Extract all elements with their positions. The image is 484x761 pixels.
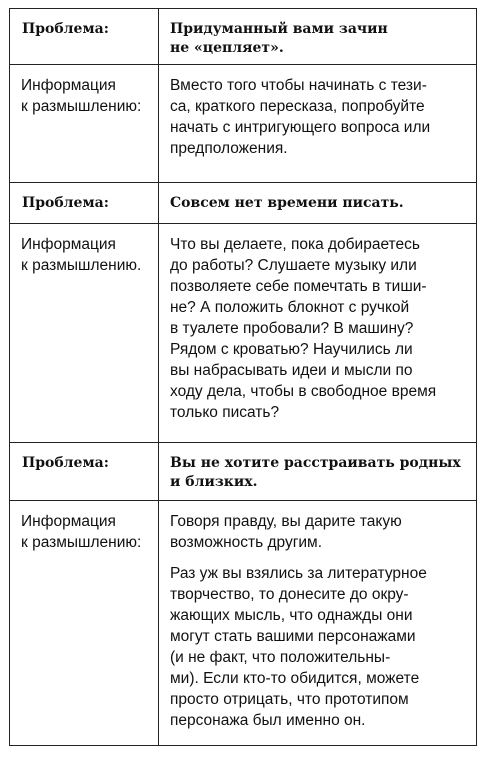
info-row-3 <box>10 501 477 746</box>
text-line: (и не факт, что положительны- <box>170 649 391 666</box>
info-label-line: к размышлению: <box>21 534 142 551</box>
problem-label: Проблема: <box>10 183 159 224</box>
text-line: начать с интригующего вопроса или <box>170 119 431 136</box>
text-line: не? А положить блокнот с ручкой <box>170 299 410 316</box>
text-line: позволяете себе помечтать в тиши- <box>170 278 427 295</box>
info-label <box>10 501 159 746</box>
problem-text <box>159 443 477 501</box>
text-line: просто отрицать, что прототипом <box>170 691 409 708</box>
info-row-2 <box>10 224 477 443</box>
text-line: Рядом с кроватью? Научились ли <box>170 341 413 358</box>
info-text <box>159 501 477 746</box>
text-line: до работы? Слушаете музыку или <box>170 257 417 274</box>
info-label-line: к размышлению. <box>21 257 142 274</box>
text-line: Что вы делаете, пока добираетесь <box>170 236 420 253</box>
text-line: в туалете пробовали? В машину? <box>170 320 414 337</box>
text-line: предположения. <box>170 140 288 157</box>
text-line: жающих мысль, что однажды они <box>170 607 413 624</box>
text-line: Говоря правду, вы дарите такую <box>170 513 402 530</box>
text-line: ходу дела, чтобы в свободное время <box>170 383 437 400</box>
info-text <box>159 65 477 183</box>
problem-row-3 <box>10 443 477 501</box>
text-line: Раз уж вы взялись за литературное <box>170 565 427 582</box>
info-label-line: Информация <box>21 77 116 94</box>
text-line: Вы не хотите расстраивать родных <box>170 455 461 471</box>
text-line: только писать? <box>170 404 280 421</box>
text-line: персонажа был именно он. <box>170 712 366 729</box>
problem-label: Проблема: <box>10 9 159 65</box>
text-line: Совсем нет времени писать. <box>170 195 404 211</box>
info-label-line: к размышлению: <box>21 98 142 115</box>
problem-text <box>159 183 477 224</box>
text-line: Придуманный вами зачин <box>170 21 388 37</box>
info-label-line: Информация <box>21 236 116 253</box>
info-row-1 <box>10 65 477 183</box>
problem-label: Проблема: <box>10 443 159 501</box>
problem-text <box>159 9 477 65</box>
text-line: возможность другим. <box>170 534 323 551</box>
info-label-line: Информация <box>21 513 116 530</box>
problem-row-1 <box>10 9 477 65</box>
info-text <box>159 224 477 443</box>
text-line: творчество, то донесите до окру- <box>170 586 409 603</box>
problem-row-2 <box>10 183 477 224</box>
info-label <box>10 224 159 443</box>
text-line: вы набрасывать идеи и мысли по <box>170 362 413 379</box>
text-line: ми). Если кто-то обидится, можете <box>170 670 420 687</box>
text-line: са, краткого пересказа, попробуйте <box>170 98 425 115</box>
problem-info-table <box>9 8 477 746</box>
text-line: не «цепляет». <box>170 40 284 56</box>
info-label <box>10 65 159 183</box>
paragraph-gap <box>170 553 468 563</box>
text-line: могут стать вашими персонажами <box>170 628 416 645</box>
text-line: Вместо того чтобы начинать с тези- <box>170 77 427 94</box>
text-line: и близких. <box>170 474 258 490</box>
